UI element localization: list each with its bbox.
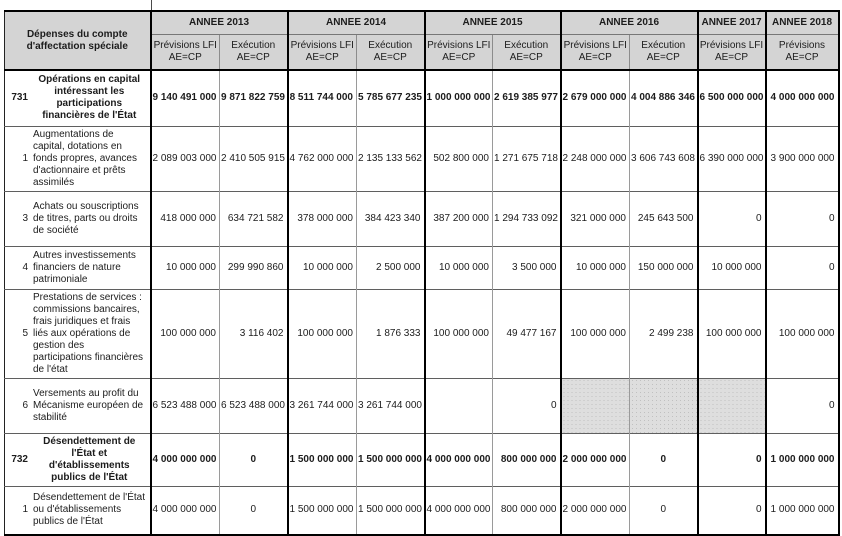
year-header: ANNEE 2018 (766, 11, 839, 35)
row-number: 4 (22, 261, 28, 273)
row-label: Désendettement de l'État et d'établissements publics de l'État (43, 435, 136, 483)
column-header (561, 35, 630, 71)
value-cell: 384 423 340 (357, 191, 425, 246)
value-cell: 0 (493, 378, 561, 433)
row-stub-wrap (5, 199, 150, 239)
value-cell: 299 990 860 (220, 246, 288, 289)
column-header-line1: Prévisions LFI (699, 40, 764, 51)
value-cell: 10 000 000 (561, 246, 630, 289)
value-cell: 100 000 000 (151, 289, 220, 378)
column-header-line2: AE=CP (442, 52, 476, 63)
column-header (493, 35, 561, 71)
row-number: 1 (22, 152, 28, 164)
value-cell: 2 679 000 000 (561, 70, 630, 126)
value-cell (425, 378, 493, 433)
value-cell: 9 140 491 000 (151, 70, 220, 126)
row-label: Achats ou souscriptions de titres, parts ou droits de société (33, 200, 139, 236)
value-cell: 1 271 675 718 (493, 126, 561, 191)
column-header-line2: AE=CP (373, 52, 407, 63)
row-label: Désendettement de l'État ou d'établissements publics de l'État (33, 492, 145, 528)
value-cell: 4 000 000 000 (425, 433, 493, 486)
column-header-line1: Exécution (231, 40, 276, 51)
row-number: 732 (11, 453, 28, 465)
row-stub-wrap (5, 290, 150, 378)
value-cell: 1 294 733 092 (493, 191, 561, 246)
row-stub (5, 433, 151, 486)
value-cell: 3 261 744 000 (288, 378, 357, 433)
value-cell: 4 762 000 000 (288, 126, 357, 191)
value-cell: 1 000 000 000 (766, 486, 839, 535)
row-stub (5, 378, 151, 433)
value-cell: 6 390 000 000 (698, 126, 766, 191)
column-header-line1: Exécution (641, 40, 686, 51)
value-cell: 0 (220, 486, 288, 535)
value-cell: 0 (766, 191, 839, 246)
value-cell: 502 800 000 (425, 126, 493, 191)
value-cell: 4 000 000 000 (151, 433, 220, 486)
row-stub-wrap (5, 72, 150, 124)
row-number: 731 (11, 92, 28, 104)
row-number: 1 (22, 504, 28, 516)
value-cell: 6 523 488 000 (220, 378, 288, 433)
value-cell: 10 000 000 (151, 246, 220, 289)
column-header (151, 35, 220, 71)
value-cell: 0 (630, 486, 698, 535)
value-cell: 150 000 000 (630, 246, 698, 289)
scan-tick-top (151, 0, 152, 10)
value-cell: 418 000 000 (151, 191, 220, 246)
value-cell: 245 643 500 (630, 191, 698, 246)
row-stub (5, 70, 151, 126)
value-cell: 100 000 000 (698, 289, 766, 378)
value-cell: 8 511 744 000 (288, 70, 357, 126)
budget-table (4, 10, 840, 536)
column-header (425, 35, 493, 71)
value-cell: 5 785 677 235 (357, 70, 425, 126)
column-header-line2: AE=CP (646, 52, 680, 63)
column-header-line2: AE=CP (168, 52, 202, 63)
value-cell (561, 378, 630, 433)
value-cell: 800 000 000 (493, 486, 561, 535)
column-header-line1: Prévisions LFI (290, 40, 354, 51)
value-cell: 2 135 133 562 (357, 126, 425, 191)
value-cell: 3 900 000 000 (766, 126, 839, 191)
column-header-line1: Exécution (504, 40, 549, 51)
value-cell: 3 116 402 (220, 289, 288, 378)
value-cell: 100 000 000 (425, 289, 493, 378)
value-cell: 100 000 000 (766, 289, 839, 378)
value-cell: 3 261 744 000 (357, 378, 425, 433)
value-cell: 4 000 000 000 (151, 486, 220, 535)
column-header (698, 35, 766, 71)
row-stub (5, 289, 151, 378)
table-row (5, 433, 839, 486)
table-row (5, 378, 839, 433)
column-header (220, 35, 288, 71)
row-number: 6 (22, 399, 28, 411)
column-header (357, 35, 425, 71)
table-row (5, 70, 839, 126)
value-cell: 3 606 743 608 (630, 126, 698, 191)
value-cell: 6 500 000 000 (698, 70, 766, 126)
value-cell: 1 500 000 000 (288, 433, 357, 486)
value-cell: 0 (698, 433, 766, 486)
value-cell: 0 (766, 246, 839, 289)
column-header-line2: AE=CP (305, 52, 339, 63)
value-cell: 4 000 000 000 (766, 70, 839, 126)
value-cell: 634 721 582 (220, 191, 288, 246)
column-header-line1: Prévisions (778, 40, 826, 51)
value-cell: 10 000 000 (698, 246, 766, 289)
value-cell: 0 (220, 433, 288, 486)
value-cell: 3 500 000 (493, 246, 561, 289)
value-cell: 2 000 000 000 (561, 433, 630, 486)
row-stub-wrap (5, 248, 150, 288)
year-header: ANNEE 2015 (425, 11, 561, 35)
value-cell: 49 477 167 (493, 289, 561, 378)
year-header-row (5, 11, 839, 35)
value-cell: 321 000 000 (561, 191, 630, 246)
row-stub-wrap (5, 386, 150, 426)
value-cell: 0 (698, 486, 766, 535)
row-stub (5, 126, 151, 191)
value-cell: 10 000 000 (425, 246, 493, 289)
budget-table-sheet (4, 10, 840, 536)
row-stub-wrap (5, 490, 150, 530)
value-cell: 10 000 000 (288, 246, 357, 289)
row-label: Versements au profit du Mécanisme européen de stabilité (33, 387, 144, 423)
column-header-line2: AE=CP (578, 52, 612, 63)
column-header-line2: AE=CP (785, 52, 819, 63)
table-row (5, 486, 839, 535)
column-header (766, 35, 839, 71)
value-cell: 378 000 000 (288, 191, 357, 246)
row-stub (5, 246, 151, 289)
value-cell: 1 500 000 000 (288, 486, 357, 535)
stub-header: Dépenses du compte d'affectation spéciale (5, 11, 151, 70)
row-label: Augmentations de capital, dotations en fonds propres, avances d'actionnaire et prêts assimilés (33, 128, 137, 188)
value-cell: 1 500 000 000 (357, 486, 425, 535)
value-cell (698, 378, 766, 433)
value-cell: 1 500 000 000 (357, 433, 425, 486)
value-cell: 100 000 000 (561, 289, 630, 378)
column-header-line2: AE=CP (236, 52, 270, 63)
table-row (5, 289, 839, 378)
year-header: ANNEE 2016 (561, 11, 698, 35)
column-header-line1: Exécution (368, 40, 413, 51)
row-stub (5, 191, 151, 246)
value-cell: 2 410 505 915 (220, 126, 288, 191)
row-number: 3 (22, 212, 28, 224)
value-cell: 0 (630, 433, 698, 486)
value-cell: 1 876 333 (357, 289, 425, 378)
value-cell: 0 (698, 191, 766, 246)
table-row (5, 246, 839, 289)
value-cell: 800 000 000 (493, 433, 561, 486)
column-header-line1: Prévisions LFI (427, 40, 491, 51)
value-cell: 100 000 000 (288, 289, 357, 378)
value-cell: 4 004 886 346 (630, 70, 698, 126)
row-number: 5 (22, 327, 28, 339)
value-cell: 1 000 000 000 (766, 433, 839, 486)
row-stub (5, 486, 151, 535)
value-cell: 2 089 003 000 (151, 126, 220, 191)
row-stub-wrap (5, 127, 150, 191)
column-header-line2: AE=CP (509, 52, 543, 63)
column-header (630, 35, 698, 71)
row-label: Prestations de services : commissions bancaires, frais juridiques et frais liés aux opérations de gestion des participations financières de l'état (33, 291, 144, 375)
column-header (288, 35, 357, 71)
value-cell: 387 200 000 (425, 191, 493, 246)
value-cell: 2 619 385 977 (493, 70, 561, 126)
value-cell: 2 499 238 (630, 289, 698, 378)
value-cell: 1 000 000 000 (425, 70, 493, 126)
value-cell: 4 000 000 000 (425, 486, 493, 535)
year-header: ANNEE 2017 (698, 11, 766, 35)
value-cell: 6 523 488 000 (151, 378, 220, 433)
value-cell: 2 000 000 000 (561, 486, 630, 535)
year-header: ANNEE 2013 (151, 11, 288, 35)
row-stub-wrap (5, 434, 150, 486)
value-cell: 2 500 000 (357, 246, 425, 289)
row-label: Opérations en capital intéressant les participations financières de l'État (38, 74, 141, 122)
value-cell: 0 (766, 378, 839, 433)
table-body (5, 70, 839, 535)
year-header: ANNEE 2014 (288, 11, 425, 35)
row-label: Autres investissements financiers de nature patrimoniale (33, 249, 136, 285)
value-cell: 2 248 000 000 (561, 126, 630, 191)
value-cell: 9 871 822 759 (220, 70, 288, 126)
column-header-line2: AE=CP (714, 52, 749, 63)
table-row (5, 126, 839, 191)
table-header (5, 11, 839, 70)
value-cell (630, 378, 698, 433)
table-row (5, 191, 839, 246)
column-header-line1: Prévisions LFI (153, 40, 217, 51)
column-header-line1: Prévisions LFI (563, 40, 627, 51)
